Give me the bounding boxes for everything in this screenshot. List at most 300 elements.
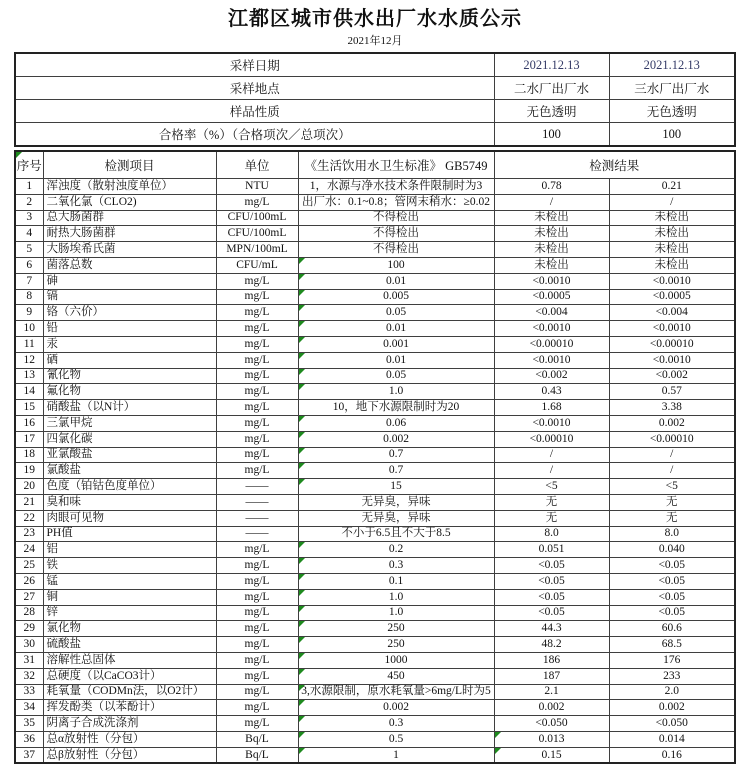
unit-cell-value: mg/L [244, 337, 270, 350]
unit-cell [216, 573, 298, 589]
standard-cell-value: 0.01 [385, 353, 407, 366]
unit-cell [216, 305, 298, 321]
row-index-cell-value: 4 [26, 227, 33, 240]
standard-cell-value: 出厂水：0.1~0.8；管网末稍水：≥0.02 [302, 195, 490, 208]
item-cell [43, 321, 216, 337]
standard-cell-value: 不得检出 [373, 211, 419, 224]
result2-cell-value: 233 [663, 669, 681, 682]
standard-cell [298, 589, 494, 605]
row-index-cell [15, 289, 43, 305]
item-cell [43, 558, 216, 574]
info-label-cell [15, 123, 494, 147]
row-index-cell-value: 24 [23, 543, 35, 556]
standard-cell [298, 305, 494, 321]
item-cell-value: 三氯甲烷 [46, 416, 93, 429]
result2-cell [609, 747, 735, 763]
unit-cell-value: Bq/L [245, 732, 269, 745]
standard-cell [298, 447, 494, 463]
item-cell-value: 挥发酚类（以苯酚计） [46, 701, 162, 714]
info-value-cell [494, 77, 609, 100]
item-cell [43, 716, 216, 732]
unit-cell-value: CFU/mL [236, 258, 278, 271]
row-index-cell-value: 2 [26, 195, 33, 208]
standard-cell-value: 0.1 [388, 574, 404, 587]
result2-cell [609, 716, 735, 732]
row-index-cell-value: 22 [23, 511, 35, 524]
unit-cell [216, 605, 298, 621]
result2-cell-value: <0.050 [655, 716, 688, 729]
unit-cell [216, 400, 298, 416]
info-label-cell [15, 100, 494, 123]
result1-cell-value: 186 [542, 653, 561, 666]
result2-cell [609, 368, 735, 384]
unit-cell [216, 368, 298, 384]
result1-cell [494, 257, 609, 273]
result2-cell [609, 668, 735, 684]
item-cell-value: 锰 [46, 574, 58, 587]
standard-cell-value: 0.5 [388, 732, 404, 745]
standard-cell-value: 250 [387, 638, 405, 650]
excel-error-triangle-icon [299, 416, 305, 422]
row-index-cell [15, 431, 43, 447]
result2-cell-value: <0.00010 [649, 432, 694, 445]
item-cell [43, 431, 216, 447]
standard-cell-value: 450 [387, 669, 405, 682]
standard-cell [298, 352, 494, 368]
result2-cell [609, 431, 735, 447]
table-row [15, 747, 735, 763]
item-cell [43, 194, 216, 210]
result1-cell-value: <0.0010 [532, 274, 571, 287]
result1-cell [494, 368, 609, 384]
result2-cell [609, 605, 735, 621]
result1-cell-value: <0.0010 [532, 416, 571, 429]
row-index-cell [15, 684, 43, 700]
table-row [15, 652, 735, 668]
result2-cell [609, 321, 735, 337]
item-cell-value: 硫酸盐 [46, 638, 81, 650]
result1-cell-value: 1.68 [541, 401, 562, 414]
standard-cell [298, 273, 494, 289]
excel-error-triangle-icon [299, 653, 305, 659]
result1-cell [494, 684, 609, 700]
item-cell-value: 阴离子合成洗涤剂 [46, 716, 139, 729]
table-row [15, 684, 735, 700]
result1-cell [494, 494, 609, 510]
header-no-cell [15, 151, 43, 179]
standard-cell-value: 15 [390, 480, 402, 493]
item-cell-value: 总大肠菌群 [46, 211, 104, 224]
result2-cell [609, 384, 735, 400]
table-row [15, 384, 735, 400]
standard-cell [298, 226, 494, 242]
unit-cell-value: mg/L [244, 432, 270, 445]
item-cell [43, 305, 216, 321]
result2-cell [609, 194, 735, 210]
result1-cell-value: 0.15 [541, 748, 562, 761]
standard-cell-value: 0.002 [383, 701, 409, 714]
unit-cell [216, 668, 298, 684]
result2-cell [609, 526, 735, 542]
unit-cell-value: mg/L [244, 590, 270, 603]
item-cell [43, 589, 216, 605]
unit-cell-value: mg/L [244, 448, 270, 461]
item-cell [43, 573, 216, 589]
standard-cell [298, 652, 494, 668]
result2-cell-value: 0.002 [658, 416, 685, 429]
standard-cell-value: 不小于6.5且不大于8.5 [341, 527, 451, 540]
row-index-cell [15, 415, 43, 431]
item-cell-value: 菌落总数 [46, 258, 93, 271]
item-cell [43, 510, 216, 526]
standard-cell-value: 3,水源限制，原水耗氧量>6mg/L时为5 [301, 685, 491, 698]
unit-cell-value: MPN/100mL [226, 243, 288, 256]
row-index-cell-value: 31 [23, 653, 35, 666]
unit-cell [216, 700, 298, 716]
row-index-cell-value: 25 [23, 559, 35, 572]
info-value-cell [494, 100, 609, 123]
row-index-cell-value: 7 [26, 274, 33, 287]
row-index-cell-value: 15 [23, 401, 35, 414]
result1-cell-value: 2.1 [544, 685, 559, 698]
item-cell [43, 605, 216, 621]
result2-cell-value: <0.0010 [652, 322, 691, 335]
unit-cell [216, 526, 298, 542]
result1-cell [494, 637, 609, 653]
unit-cell-value: mg/L [244, 559, 270, 572]
result1-cell [494, 352, 609, 368]
table-row [15, 621, 735, 637]
excel-error-triangle-icon [299, 574, 305, 580]
result1-cell-value: 0.43 [541, 385, 562, 398]
unit-cell [216, 716, 298, 732]
result2-cell-value: <0.0010 [652, 274, 691, 287]
standard-cell-value: 0.7 [388, 464, 404, 477]
item-cell-value: 浑浊度（散射浊度单位） [46, 179, 173, 192]
excel-error-triangle-icon [495, 748, 501, 754]
item-cell [43, 179, 216, 195]
result1-cell-value: 无 [545, 495, 558, 508]
result2-cell [609, 542, 735, 558]
standard-cell [298, 716, 494, 732]
header-result-cell [494, 151, 735, 179]
row-index-cell-value: 5 [26, 243, 33, 256]
item-cell-value: 色度（铂钴色度单位） [46, 480, 162, 493]
excel-error-triangle-icon [299, 463, 305, 469]
table-row [15, 210, 735, 226]
result2-cell-value: 68.5 [661, 638, 682, 650]
result2-cell [609, 352, 735, 368]
result2-cell-value: 0.014 [658, 732, 685, 745]
standard-cell [298, 194, 494, 210]
result2-cell [609, 289, 735, 305]
standard-cell-value: 10，地下水源限制时为20 [332, 401, 460, 414]
standard-cell-value: 0.05 [385, 369, 407, 382]
item-cell [43, 652, 216, 668]
unit-cell-value: Bq/L [245, 748, 269, 761]
row-index-cell [15, 494, 43, 510]
result1-cell-value: <0.0005 [532, 290, 571, 303]
row-index-cell-value: 14 [23, 385, 35, 398]
result2-cell [609, 257, 735, 273]
standard-cell [298, 336, 494, 352]
excel-error-triangle-icon [299, 542, 305, 548]
table-row [15, 479, 735, 495]
sampling-info-table [14, 52, 736, 147]
unit-cell-value: —— [245, 495, 269, 508]
info-value-cell [494, 53, 609, 77]
item-cell-value: 肉眼可见物 [46, 511, 104, 524]
row-index-cell-value: 28 [23, 606, 35, 619]
unit-cell-value: CFU/100mL [227, 227, 287, 240]
item-cell-value: 臭和味 [46, 495, 81, 508]
result2-cell-value: 0.57 [661, 385, 682, 398]
row-index-cell [15, 621, 43, 637]
table-row [15, 447, 735, 463]
item-cell-value: 二氧化氯（CLO2) [46, 195, 137, 208]
item-cell [43, 542, 216, 558]
row-index-cell [15, 463, 43, 479]
sample-nature-plant3: 无色透明 [646, 105, 697, 119]
row-index-cell [15, 652, 43, 668]
table-row [15, 368, 735, 384]
result1-cell-value: <0.05 [538, 574, 565, 587]
unit-cell-value: mg/L [244, 606, 270, 619]
info-value-cell [494, 123, 609, 147]
excel-error-triangle-icon [299, 716, 305, 722]
unit-cell-value: mg/L [244, 369, 270, 382]
result1-cell [494, 479, 609, 495]
item-cell [43, 210, 216, 226]
unit-cell-value: mg/L [244, 638, 270, 650]
row-index-cell-value: 9 [26, 306, 33, 319]
result2-cell [609, 273, 735, 289]
row-index-cell-value: 35 [23, 716, 35, 729]
result2-cell-value: <0.05 [658, 559, 686, 572]
header-standard-cell [298, 151, 494, 179]
standard-cell [298, 542, 494, 558]
unit-cell [216, 179, 298, 195]
result2-cell-value: <0.002 [655, 369, 688, 382]
standard-cell [298, 637, 494, 653]
standard-cell [298, 684, 494, 700]
standard-cell-value: 0.01 [385, 322, 407, 335]
excel-error-triangle-icon [299, 669, 305, 675]
standard-cell [298, 384, 494, 400]
excel-error-triangle-icon [299, 606, 305, 612]
table-row [15, 352, 735, 368]
info-value-cell [609, 77, 735, 100]
result2-cell-value: 3.38 [661, 401, 682, 414]
result1-cell-value: <0.004 [535, 306, 568, 319]
result2-cell [609, 415, 735, 431]
result1-cell [494, 415, 609, 431]
row-index-cell [15, 479, 43, 495]
row-index-cell [15, 526, 43, 542]
item-cell-value: 铁 [46, 559, 58, 572]
excel-error-triangle-icon [299, 590, 305, 596]
result1-cell [494, 621, 609, 637]
unit-cell [216, 621, 298, 637]
pass-rate-plant3: 100 [662, 126, 682, 141]
result1-cell [494, 210, 609, 226]
standard-cell-value: 不得检出 [373, 243, 419, 256]
result1-cell [494, 542, 609, 558]
result1-cell [494, 305, 609, 321]
excel-error-triangle-icon [16, 152, 22, 158]
item-cell-value: 亚氯酸盐 [46, 448, 93, 461]
result2-cell-value: <0.05 [658, 606, 686, 619]
unit-cell [216, 431, 298, 447]
info-value-cell [609, 53, 735, 77]
result1-cell-value: 未检出 [534, 227, 569, 240]
unit-cell [216, 589, 298, 605]
result2-cell-value: 0.16 [661, 748, 682, 761]
header-standard: 《生活饮用水卫生标准》 GB5749 [304, 159, 488, 173]
item-cell [43, 384, 216, 400]
excel-error-triangle-icon [299, 337, 305, 343]
result1-cell-value: / [549, 195, 554, 208]
excel-error-triangle-icon [299, 685, 305, 691]
unit-cell-value: —— [245, 527, 269, 540]
row-index-cell [15, 589, 43, 605]
row-index-cell [15, 558, 43, 574]
item-cell-value: 锌 [46, 606, 58, 619]
item-cell-value: 总β放射性（分包） [46, 748, 145, 761]
result1-cell [494, 731, 609, 747]
row-index-cell [15, 542, 43, 558]
item-cell [43, 621, 216, 637]
sample-nature-plant2: 无色透明 [526, 105, 577, 119]
result2-cell [609, 621, 735, 637]
standard-cell [298, 479, 494, 495]
result1-cell-value: 未检出 [534, 211, 569, 224]
standard-cell-value: 0.3 [388, 716, 404, 729]
result1-cell-value: <0.002 [535, 369, 568, 382]
item-cell-value: 汞 [46, 337, 58, 350]
item-cell-value: 氯化物 [46, 622, 81, 635]
standard-cell-value: 0.002 [383, 432, 409, 445]
unit-cell [216, 652, 298, 668]
row-index-cell-value: 13 [23, 369, 35, 382]
item-cell [43, 747, 216, 763]
table-row [15, 558, 735, 574]
header-item-cell [43, 151, 216, 179]
table-row [15, 415, 735, 431]
item-cell [43, 526, 216, 542]
item-cell-value: 总α放射性（分包） [46, 732, 145, 745]
header-result: 检测结果 [589, 159, 640, 173]
result1-cell [494, 447, 609, 463]
info-label: 采样日期 [229, 59, 280, 73]
result1-cell [494, 273, 609, 289]
excel-error-triangle-icon [495, 732, 501, 738]
result1-cell [494, 605, 609, 621]
result2-cell [609, 494, 735, 510]
result2-cell-value: 60.6 [661, 622, 682, 635]
result1-cell-value: <0.05 [538, 606, 565, 619]
unit-cell [216, 257, 298, 273]
result1-cell-value: <0.0010 [532, 353, 571, 366]
standard-cell-value: 1.0 [388, 385, 404, 398]
standard-cell-value: 不得检出 [373, 227, 419, 240]
row-index-cell [15, 194, 43, 210]
sampling-date-plant2: 2021.12.13 [523, 57, 580, 72]
table-row [15, 463, 735, 479]
row-index-cell-value: 23 [23, 527, 35, 540]
result2-cell-value: 0.040 [658, 543, 685, 556]
row-index-cell-value: 10 [23, 322, 35, 335]
result1-cell-value: <0.05 [538, 559, 565, 572]
unit-cell [216, 558, 298, 574]
standard-cell-value: 0.005 [383, 290, 409, 303]
unit-cell-value: mg/L [244, 685, 270, 698]
info-row-pass-rate [15, 123, 735, 147]
header-unit: 单位 [244, 159, 270, 173]
row-index-cell-value: 32 [23, 669, 35, 682]
item-cell-value: 氟化物 [46, 385, 81, 398]
result2-cell [609, 179, 735, 195]
standard-cell [298, 210, 494, 226]
item-cell [43, 226, 216, 242]
result2-cell-value: 0.002 [658, 701, 685, 714]
result2-cell [609, 400, 735, 416]
table-row [15, 542, 735, 558]
result2-cell-value: 未检出 [654, 243, 689, 256]
unit-cell-value: mg/L [244, 416, 270, 429]
item-cell [43, 684, 216, 700]
table-row [15, 589, 735, 605]
result2-cell [609, 479, 735, 495]
result2-cell-value: / [670, 448, 674, 461]
result2-cell [609, 447, 735, 463]
standard-cell-value: 250 [387, 622, 405, 635]
row-index-cell [15, 305, 43, 321]
row-index-cell [15, 700, 43, 716]
row-index-cell-value: 30 [23, 638, 35, 650]
excel-error-triangle-icon [299, 290, 305, 296]
item-cell-value: 溶解性总固体 [46, 653, 116, 666]
result1-cell-value: 0.013 [538, 732, 565, 745]
result1-cell [494, 384, 609, 400]
result1-cell-value: <0.050 [535, 716, 568, 729]
item-cell [43, 637, 216, 653]
table-row [15, 336, 735, 352]
table-row [15, 194, 735, 210]
table-row [15, 321, 735, 337]
unit-cell [216, 510, 298, 526]
result2-cell-value: 8.0 [664, 527, 679, 540]
result2-cell [609, 573, 735, 589]
standard-cell [298, 289, 494, 305]
item-cell [43, 668, 216, 684]
unit-cell-value: mg/L [244, 195, 270, 208]
standard-cell [298, 510, 494, 526]
item-cell-value: 镉 [46, 290, 58, 303]
standard-cell-value: 1，水源与净水技术条件限制时为3 [309, 179, 483, 192]
standard-cell [298, 747, 494, 763]
row-index-cell-value: 37 [23, 748, 35, 761]
result1-cell [494, 242, 609, 258]
standard-cell-value: 1000 [384, 653, 408, 666]
result2-cell [609, 700, 735, 716]
item-cell [43, 447, 216, 463]
row-index-cell-value: 26 [23, 574, 35, 587]
row-index-cell-value: 6 [26, 258, 33, 271]
result1-cell-value: <0.0010 [532, 322, 571, 335]
standard-cell [298, 526, 494, 542]
row-index-cell [15, 273, 43, 289]
